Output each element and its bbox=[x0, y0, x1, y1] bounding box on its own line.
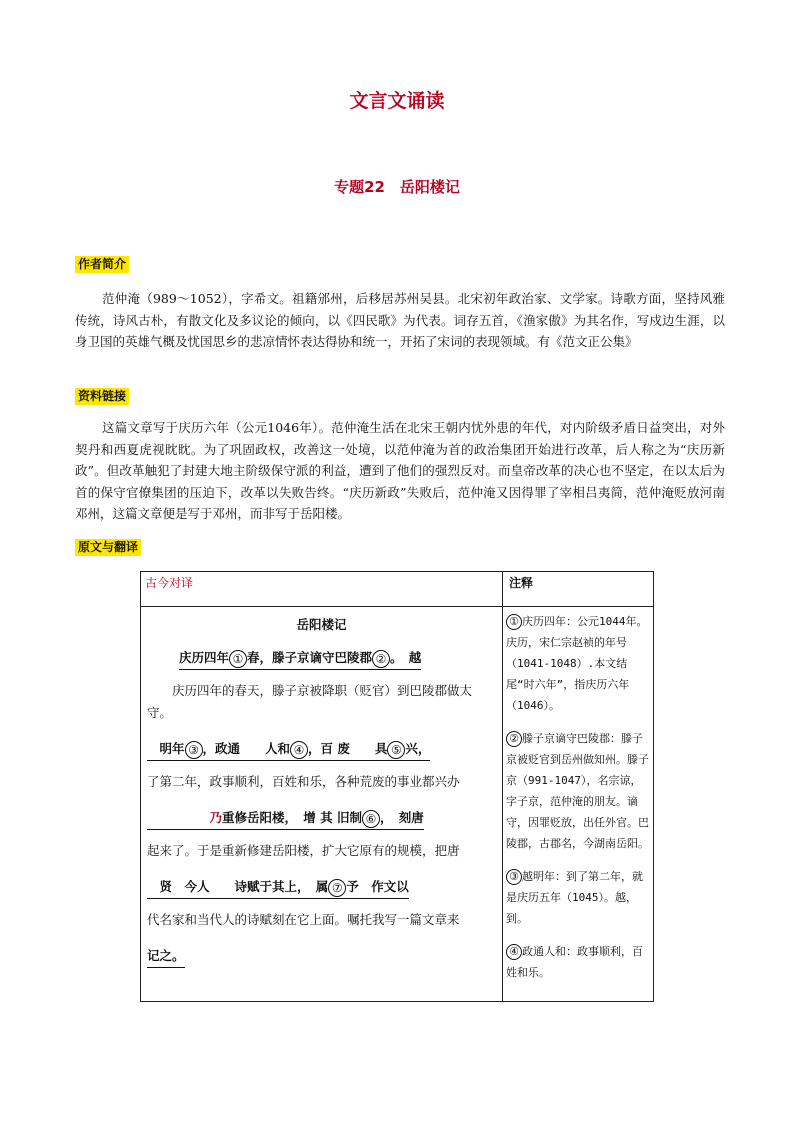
footnote-marker: ③ bbox=[506, 869, 522, 885]
author-section-label: 作者简介 bbox=[75, 256, 129, 273]
footnote-marker: ② bbox=[372, 650, 390, 668]
background-section-label: 资料链接 bbox=[75, 388, 129, 405]
footnote-marker: ① bbox=[229, 650, 247, 668]
background-paragraph: 这篇文章写于庆历六年（公元1046年）。范仲淹生活在北宋王朝内忧外患的年代，对内阶级矛盾日益突出，对外契丹和西夏虎视眈眈。为了巩固政权，改善这一处境，以范仲淹为首的政治集团开始进行改革，后人称之为“庆历新政”。但改革触犯了封建大地主阶级保守派的利益，遭到了他们的强烈反对。而皇帝改革的决心也不坚定，在以太后为首的保守官僚集团的压迫下，改革以失败告终。“庆历新政”失败后，范仲淹又因得罪了宰相吕夷简，范仲淹贬放河南邓州，这篇文章便是写于邓州，而非写于岳阳楼。 bbox=[75, 420, 725, 521]
original-line: 记之。 bbox=[147, 945, 185, 968]
footnote-marker: ④ bbox=[506, 944, 522, 960]
notes-column bbox=[503, 607, 654, 1002]
footnote-marker: ③ bbox=[185, 741, 203, 759]
header-notes: 注释 bbox=[503, 572, 654, 607]
note-item: ③ 越明年：到了第二年，就是庆历五年（1045）。越，到。 bbox=[506, 870, 643, 925]
original-line: 乃重修岳阳楼， 增 其 旧制 ⑥ ， 刻唐 bbox=[147, 807, 424, 830]
note-item: ② 滕子京谪守巴陵郡：滕子京被贬官到岳州做知州。滕子京（991-1047），名宗谅，字子京，范仲淹的朋友。谪守，因罪贬放，出任外官。巴陵郡，古郡名，今湖南岳阳。 bbox=[506, 732, 649, 850]
header-ancient-modern: 古今对译 bbox=[141, 572, 503, 607]
original-line: 明年 ③ ，政通 人和 ④ ，百 废 具 ⑤ 兴， bbox=[147, 738, 430, 761]
author-paragraph: 范仲淹（989～1052），字希文。祖籍邠州，后移居苏州吴县。北宋初年政治家、文学家。诗歌方面，坚持风雅传统，诗风古朴，有散文化及多议论的倾向，以《四民歌》为代表。词存五首，《渔家傲》为其名作，写戍边生涯，以身卫国的英雄气概及忧国思乡的悲凉情怀表达得协和统一，开拓了宋词的表现领域。有《范文正公集》 bbox=[75, 291, 725, 349]
translation-line: 了第二年，政事顺利，百姓和乐，各种荒废的事业都兴办 bbox=[147, 774, 460, 789]
footnote-marker: ② bbox=[506, 731, 522, 747]
footnote-marker: ⑤ bbox=[387, 741, 405, 759]
note-item: ① 庆历四年：公元1044年。庆历，宋仁宗赵祯的年号（1041-1048）.本文结尾“时六年”，指庆历六年（1046）。 bbox=[506, 615, 648, 712]
footnote-marker: ④ bbox=[290, 741, 308, 759]
translation-line: 庆历四年的春天，滕子京被降职（贬官）到巴陵郡做太守。 bbox=[147, 683, 473, 720]
footnote-marker: ⑦ bbox=[328, 879, 346, 897]
footnote-marker: ① bbox=[506, 614, 522, 630]
original-line: 庆历四年 ① 春，滕子京谪守巴陵郡 ② 。 越 bbox=[179, 647, 421, 670]
text-section-label: 原文与翻译 bbox=[75, 539, 141, 556]
note-item: ④ 政通人和：政事顺利，百姓和乐。 bbox=[506, 945, 643, 979]
original-line: 贤 今人 诗赋于其上， 属 ⑦ 予 作文以 bbox=[147, 876, 409, 899]
footnote-marker: ⑥ bbox=[362, 810, 380, 828]
translation-column bbox=[141, 607, 503, 1002]
page-title: 文言文诵读 bbox=[349, 90, 445, 112]
translation-line: 代名家和当代人的诗赋刻在它上面。嘱托我写一篇文章来 bbox=[147, 912, 460, 927]
page-subtitle: 专题22 岳阳楼记 bbox=[334, 178, 460, 196]
translation-line: 起来了。于是重新修建岳阳楼，扩大它原有的规模，把唐 bbox=[147, 843, 460, 858]
translation-table bbox=[140, 571, 654, 1002]
article-title: 岳阳楼记 bbox=[296, 617, 347, 632]
